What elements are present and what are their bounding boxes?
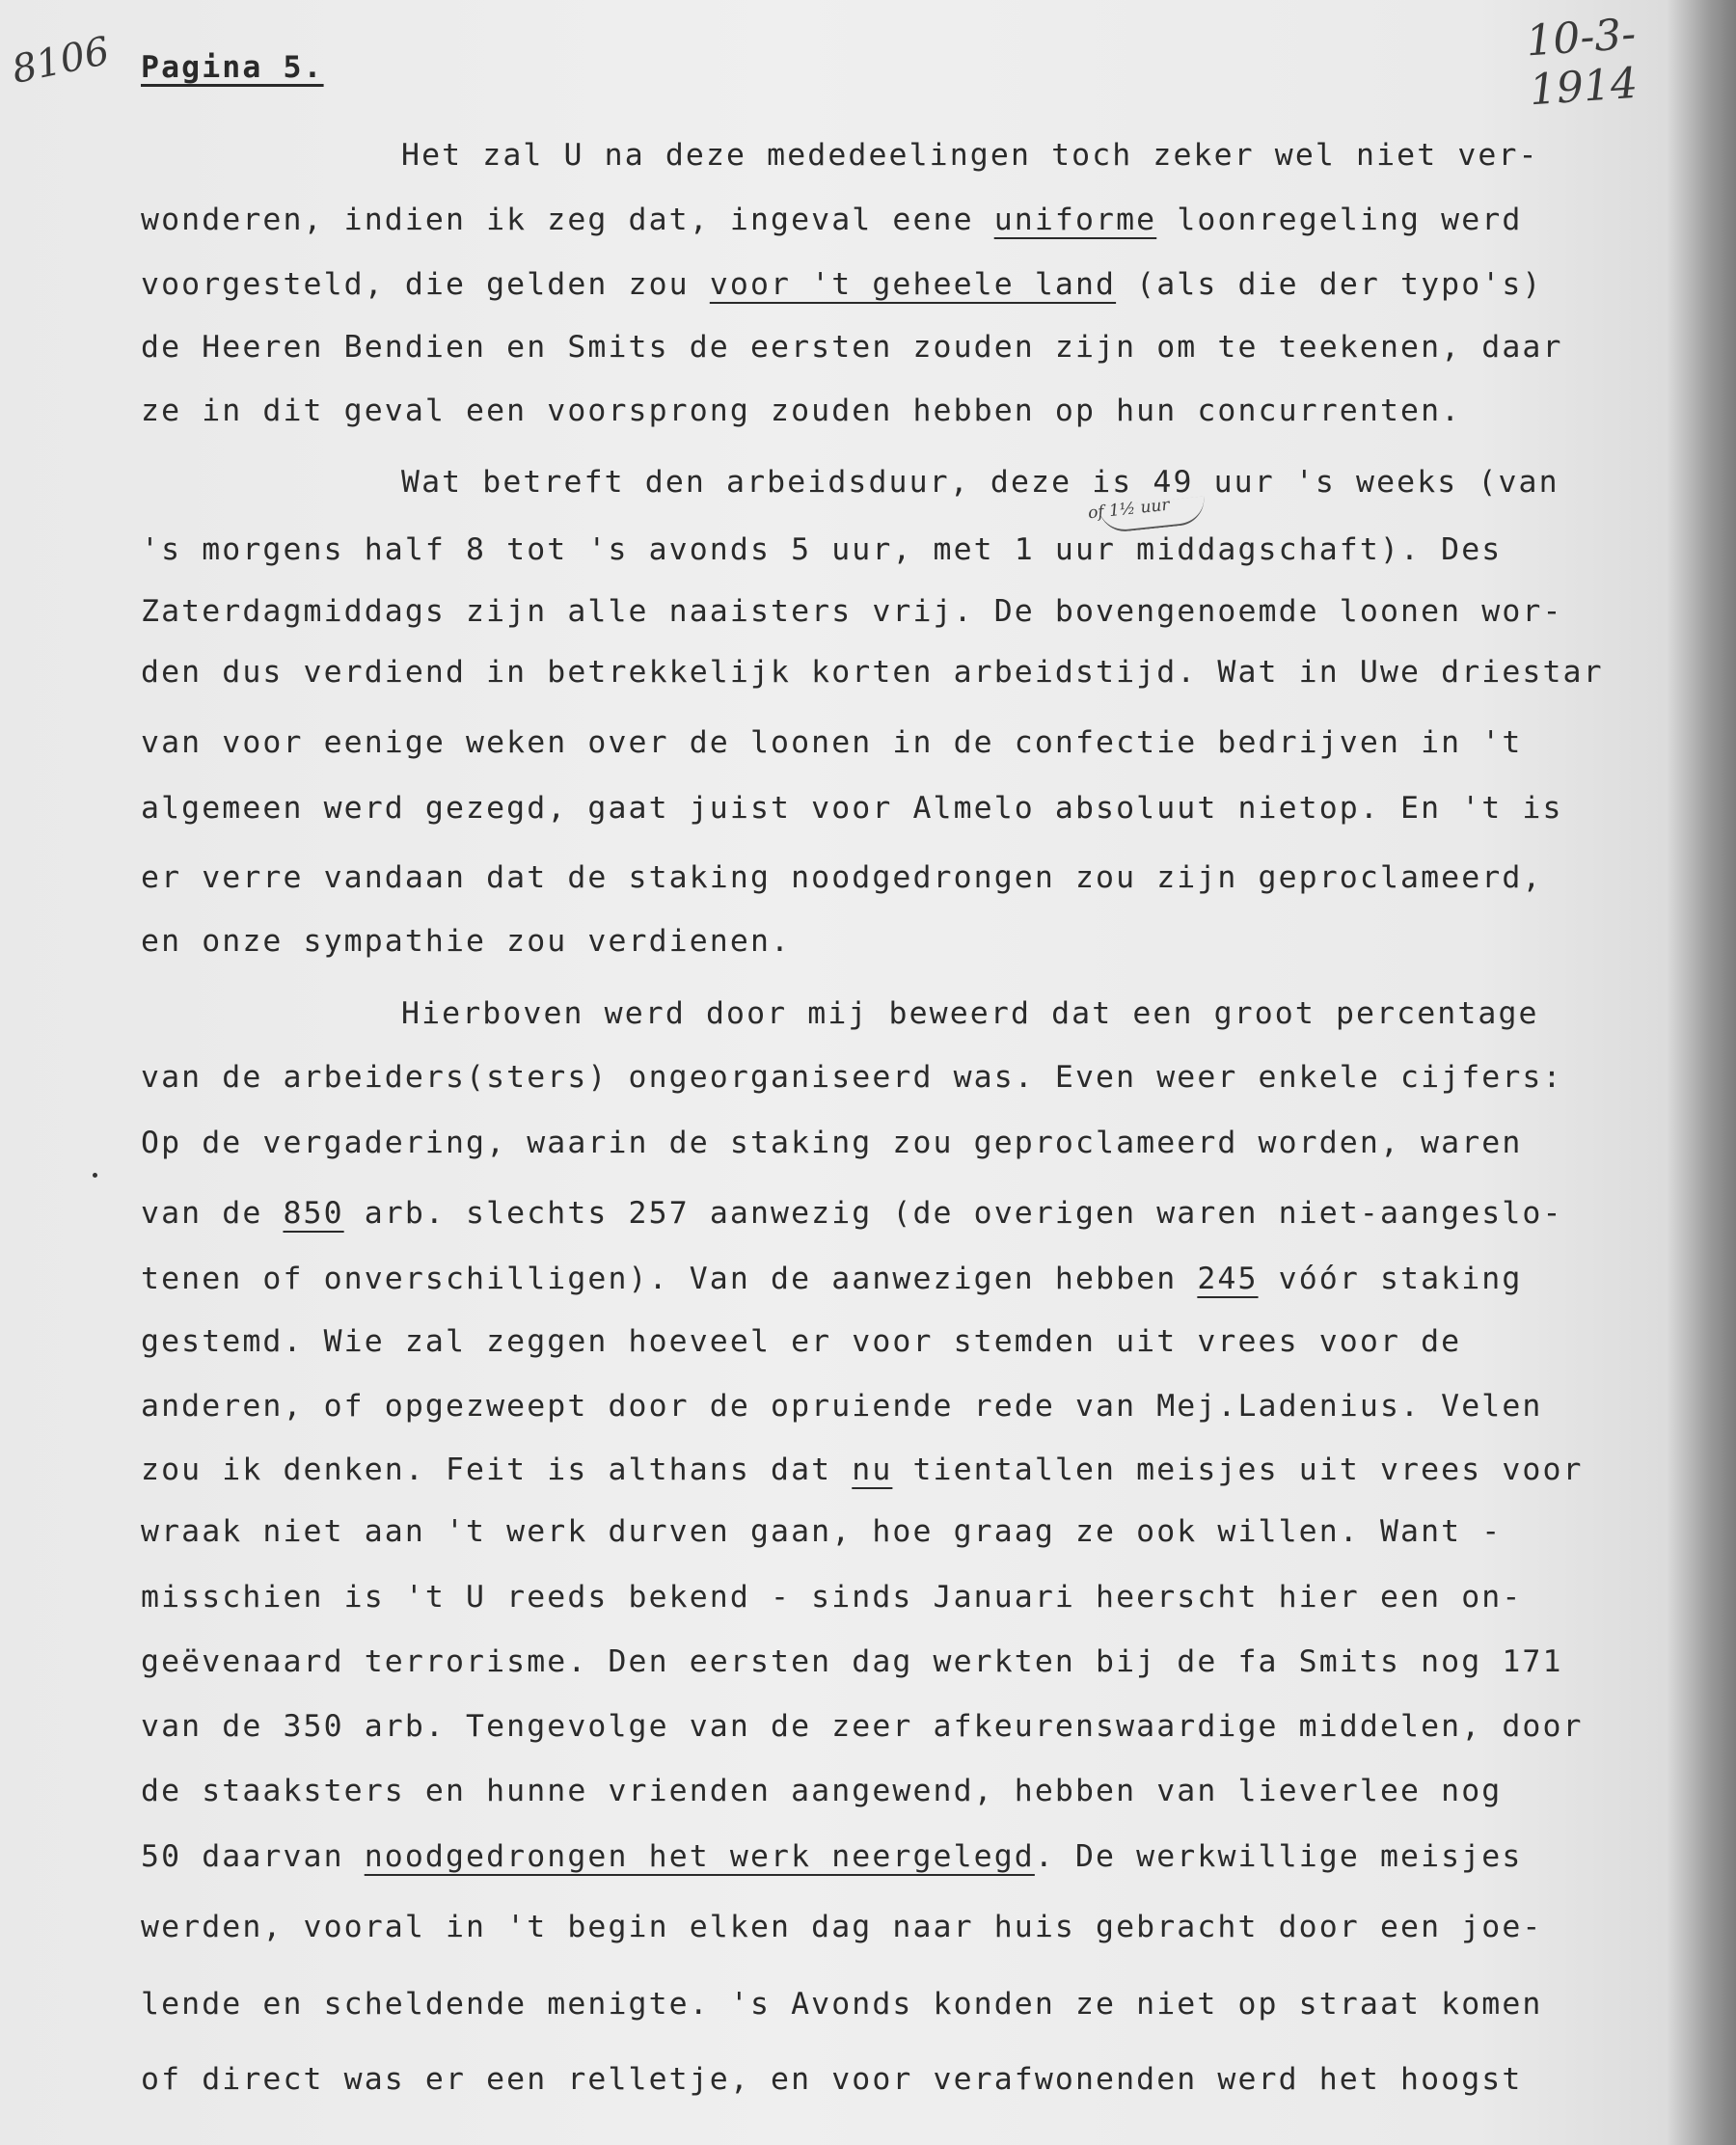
text-line: den dus verdiend in betrekkelijk korten arbeidstijd. Wat in Uwe driestar xyxy=(141,655,1604,690)
text-line: tenen of onverschilligen). Van de aanwezigen hebben 245 vóór staking xyxy=(141,1262,1523,1296)
ink-dot xyxy=(93,1173,97,1178)
text-line: algemeen werd gezegd, gaat juist voor Almelo absoluut nietop. En 't is xyxy=(141,791,1563,826)
text-line: ze in dit geval een voorsprong zouden hebben op hun concurrenten. xyxy=(141,394,1462,428)
text-line: of direct was er een relletje, en voor verafwonenden werd het hoogst xyxy=(141,2062,1523,2097)
text-line: geëvenaard terrorisme. Den eersten dag werkten bij de fa Smits nog 171 xyxy=(141,1644,1563,1679)
handwritten-insertion: of 1½ uur xyxy=(1087,495,1171,524)
underlined-phrase: nu xyxy=(852,1453,893,1487)
text-line: er verre vandaan dat de staking noodgedrongen zou zijn geproclameerd, xyxy=(141,860,1543,895)
text-line: 's morgens half 8 tot 's avonds 5 uur, met 1 uur middagschaft). Des xyxy=(141,532,1503,567)
text-line: 50 daarvan noodgedrongen het werk neergelegd. De werkwillige meisjes xyxy=(141,1839,1523,1874)
text-line: anderen, of opgezweept door de opruiende rede van Mej.Ladenius. Velen xyxy=(141,1389,1543,1424)
text-line: en onze sympathie zou verdienen. xyxy=(141,924,792,959)
text-line: Het zal U na deze mededeelingen toch zeker wel niet ver- xyxy=(401,138,1539,173)
text-line: wraak niet aan 't werk durven gaan, hoe graag ze ook willen. Want - xyxy=(141,1514,1503,1549)
text-line: lende en scheldende menigte. 's Avonds konden ze niet op straat komen xyxy=(141,1987,1543,2022)
text-line: van de arbeiders(sters) ongeorganiseerd was. Even weer enkele cijfers: xyxy=(141,1060,1563,1095)
text-line: gestemd. Wie zal zeggen hoeveel er voor stemden uit vrees voor de xyxy=(141,1324,1462,1359)
text-line: Wat betreft den arbeidsduur, deze is 49 uur 's weeks (van xyxy=(401,465,1560,500)
underlined-phrase: 245 xyxy=(1197,1262,1259,1296)
text-line: van voor eenige weken over de loonen in de confectie bedrijven in 't xyxy=(141,725,1523,760)
text-line: de staaksters en hunne vrienden aangewend, hebben van lieverlee nog xyxy=(141,1774,1503,1808)
text-line: de Heeren Bendien en Smits de eersten zouden zijn om te teekenen, daar xyxy=(141,330,1563,365)
text-line: misschien is 't U reeds bekend - sinds Januari heerscht hier een on- xyxy=(141,1580,1523,1615)
text-line: Zaterdagmiddags zijn alle naaisters vrij. De bovengenoemde loonen wor- xyxy=(141,594,1563,629)
text-line: Op de vergadering, waarin de staking zou geproclameerd worden, waren xyxy=(141,1126,1523,1160)
text-line: Hierboven werd door mij beweerd dat een groot percentage xyxy=(401,996,1539,1031)
archive-number: 8106 xyxy=(8,28,114,94)
page-heading: Pagina 5. xyxy=(141,50,324,85)
text-line: van de 350 arb. Tengevolge van de zeer afkeurenswaardige middelen, door xyxy=(141,1709,1584,1744)
underlined-phrase: uniforme xyxy=(993,203,1157,237)
underlined-phrase: 850 xyxy=(283,1196,344,1231)
handwritten-date: 10-3-1914 xyxy=(1524,9,1640,116)
text-line: wonderen, indien ik zeg dat, ingeval eene uniforme loonregeling werd xyxy=(141,203,1523,237)
text-line: zou ik denken. Feit is althans dat nu tientallen meisjes uit vrees voor xyxy=(141,1453,1584,1487)
text-line: van de 850 arb. slechts 257 aanwezig (de overigen waren niet-aangeslo- xyxy=(141,1196,1563,1231)
underlined-phrase: noodgedrongen het werk neergelegd xyxy=(364,1839,1035,1874)
text-line: voorgesteld, die gelden zou voor 't geheele land (als die der typo's) xyxy=(141,267,1543,302)
text-line: werden, vooral in 't begin elken dag naar huis gebracht door een joe- xyxy=(141,1910,1543,1944)
underlined-phrase: voor 't geheele land xyxy=(709,267,1117,302)
